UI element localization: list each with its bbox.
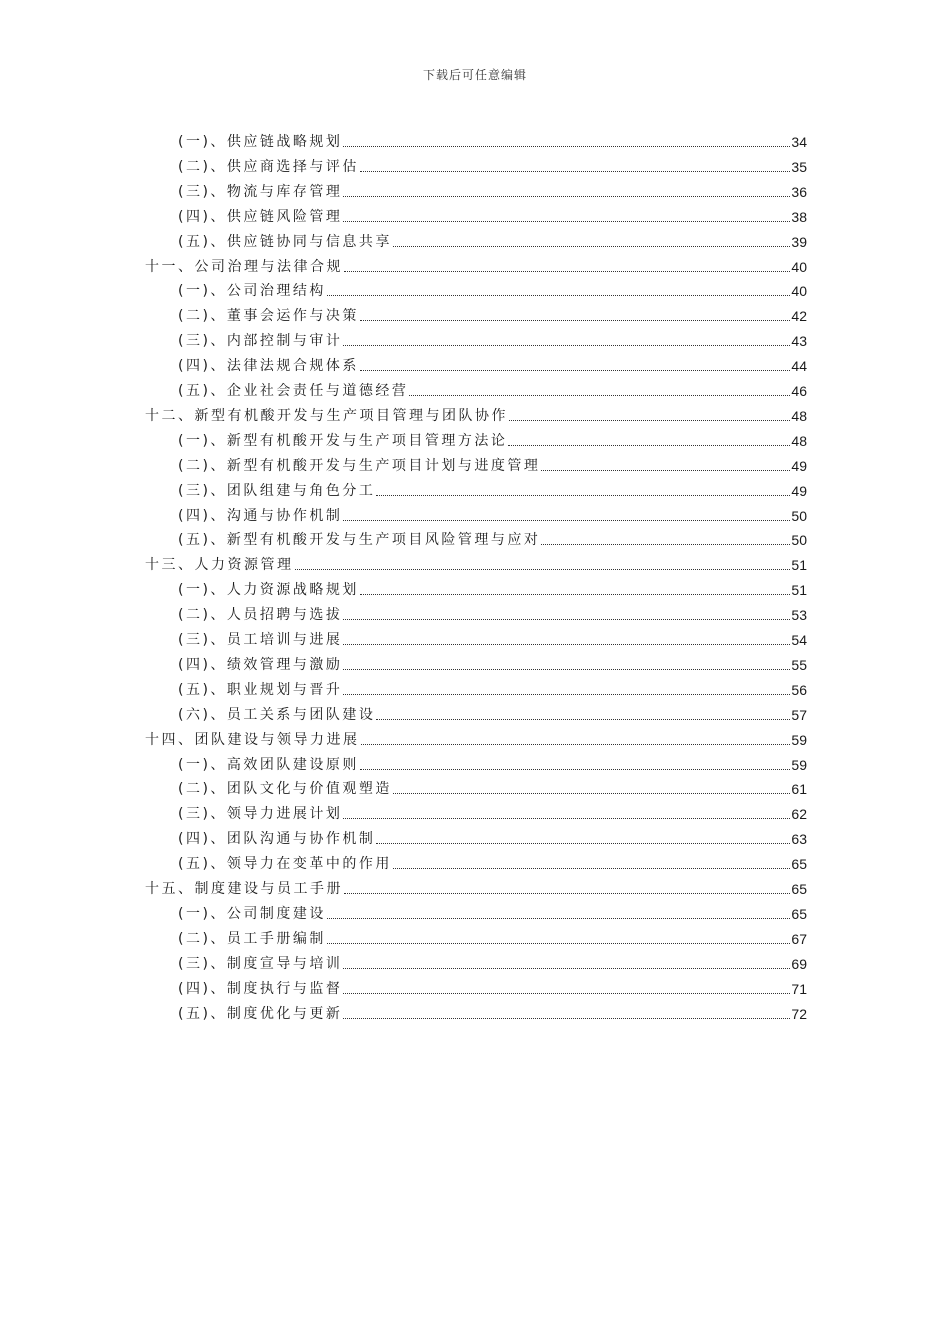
toc-page-number: 69 [791, 955, 807, 972]
toc-entry-title: (二)、团队文化与价值观塑造 [178, 781, 392, 798]
toc-page-number: 48 [791, 432, 807, 449]
toc-dot-leader [343, 220, 790, 222]
toc-dot-leader [376, 494, 790, 496]
toc-entry-title: (五)、制度优化与更新 [178, 1005, 343, 1022]
toc-dot-leader [343, 668, 790, 670]
toc-dot-leader [344, 270, 790, 272]
toc-entry-title: (三)、制度宣导与培训 [178, 955, 343, 972]
toc-dot-leader [343, 344, 790, 346]
toc-entry-title: (二)、董事会运作与决策 [178, 308, 359, 325]
toc-dot-leader [327, 942, 790, 944]
toc-page-number: 38 [791, 208, 807, 225]
toc-dot-leader [376, 842, 790, 844]
toc-dot-leader [343, 817, 790, 819]
toc-page-number: 46 [791, 383, 807, 399]
toc-section-entry[interactable] [178, 177, 807, 201]
toc-entry-title: 十一、公司治理与法律合规 [145, 258, 343, 275]
toc-section-entry[interactable] [178, 227, 807, 251]
toc-section-entry[interactable] [178, 575, 807, 599]
toc-dot-leader [376, 718, 790, 720]
toc-section-entry[interactable] [178, 625, 807, 649]
toc-dot-leader [343, 992, 790, 994]
toc-page-number: 61 [791, 781, 807, 798]
toc-section-entry[interactable] [178, 774, 807, 798]
toc-page-number: 63 [791, 831, 807, 848]
toc-dot-leader [393, 867, 790, 869]
toc-page-number: 43 [791, 333, 807, 350]
toc-entry-title: (五)、职业规划与晋升 [178, 681, 343, 698]
toc-page-number: 39 [791, 233, 807, 250]
toc-entry-title: (四)、沟通与协作机制 [178, 507, 343, 524]
toc-entry-title: (四)、法律法规合规体系 [178, 358, 359, 375]
toc-dot-leader [343, 145, 790, 147]
toc-section-entry[interactable] [178, 600, 807, 624]
toc-page-number: 65 [791, 856, 807, 873]
toc-dot-leader [541, 469, 790, 471]
toc-dot-leader [343, 693, 790, 695]
toc-dot-leader [327, 917, 790, 919]
toc-page-number: 62 [791, 806, 807, 823]
toc-entry-title: 十四、团队建设与领导力进展 [145, 731, 360, 748]
toc-dot-leader [509, 419, 790, 421]
toc-chapter-entry[interactable] [145, 725, 807, 749]
toc-dot-leader [295, 568, 791, 570]
toc-dot-leader [327, 294, 790, 296]
toc-dot-leader [343, 1017, 790, 1019]
toc-entry-title: (四)、制度执行与监督 [178, 980, 343, 997]
toc-section-entry[interactable] [178, 525, 807, 549]
toc-page-number: 57 [791, 706, 807, 723]
toc-dot-leader [508, 444, 790, 446]
toc-dot-leader [343, 643, 790, 645]
toc-entry-title: (二)、新型有机酸开发与生产项目计划与进度管理 [178, 457, 541, 474]
toc-page-number: 42 [791, 308, 807, 325]
toc-entry-title: (三)、内部控制与审计 [178, 333, 343, 350]
toc-section-entry[interactable] [178, 949, 807, 973]
toc-section-entry[interactable] [178, 376, 807, 400]
toc-page-number: 51 [791, 557, 807, 574]
toc-section-entry[interactable] [178, 650, 807, 674]
toc-dot-leader [343, 967, 790, 969]
toc-section-entry[interactable] [178, 999, 807, 1023]
toc-section-entry[interactable] [178, 824, 807, 848]
toc-section-entry[interactable] [178, 351, 807, 375]
toc-section-entry[interactable] [178, 426, 807, 450]
toc-page-number: 53 [791, 607, 807, 624]
toc-page-number: 50 [791, 507, 807, 524]
toc-dot-leader [361, 743, 791, 745]
toc-section-entry[interactable] [178, 675, 807, 699]
toc-entry-title: (一)、高效团队建设原则 [178, 756, 359, 773]
toc-page-number: 65 [791, 881, 807, 897]
toc-page-number: 35 [791, 158, 807, 175]
toc-dot-leader [343, 195, 790, 197]
toc-section-entry[interactable] [178, 899, 807, 923]
toc-entry-title: (一)、公司制度建设 [178, 905, 326, 922]
toc-entry-title: 十三、人力资源管理 [145, 557, 294, 574]
toc-section-entry[interactable] [178, 326, 807, 350]
toc-entry-title: (六)、员工关系与团队建设 [178, 706, 376, 723]
toc-dot-leader [360, 319, 790, 321]
toc-page-number: 49 [791, 457, 807, 474]
toc-section-entry[interactable] [178, 849, 807, 873]
toc-dot-leader [393, 245, 790, 247]
toc-page-number: 34 [791, 134, 807, 150]
toc-page-number: 65 [791, 905, 807, 922]
toc-section-entry[interactable] [178, 924, 807, 948]
toc-section-entry[interactable] [178, 301, 807, 325]
toc-entry-title: (五)、企业社会责任与道德经营 [178, 383, 409, 399]
page-header: 下载后可任意编辑 [422, 68, 527, 82]
toc-chapter-entry[interactable] [145, 252, 807, 276]
toc-section-entry[interactable] [178, 799, 807, 823]
toc-entry-title: (一)、人力资源战略规划 [178, 582, 359, 599]
toc-entry-title: (二)、员工手册编制 [178, 930, 326, 947]
toc-page-number: 67 [791, 930, 807, 947]
toc-entry-title: (三)、物流与库存管理 [178, 183, 343, 200]
toc-chapter-entry[interactable] [145, 550, 807, 574]
toc-entry-title: (三)、团队组建与角色分工 [178, 482, 376, 499]
toc-section-entry[interactable] [178, 451, 807, 475]
toc-dot-leader [360, 369, 790, 371]
toc-page-number: 36 [791, 183, 807, 200]
toc-page-number: 48 [791, 407, 807, 424]
toc-page-number: 55 [791, 656, 807, 673]
toc-section-entry[interactable] [178, 276, 807, 300]
toc-dot-leader [409, 394, 790, 396]
toc-page-number: 59 [791, 731, 807, 748]
toc-dot-leader [360, 593, 790, 595]
toc-dot-leader [393, 792, 790, 794]
toc-entry-title: (五)、供应链协同与信息共享 [178, 233, 392, 250]
toc-page-number: 44 [791, 358, 807, 375]
toc-section-entry[interactable] [178, 974, 807, 998]
toc-page-number: 72 [791, 1005, 807, 1022]
toc-chapter-entry[interactable] [145, 401, 807, 425]
toc-page-number: 49 [791, 482, 807, 499]
toc-section-entry[interactable] [178, 501, 807, 525]
toc-entry-title: (一)、公司治理结构 [178, 283, 326, 300]
toc-page-number: 50 [791, 532, 807, 549]
toc-page-number: 54 [791, 632, 807, 648]
toc-entry-title: (四)、团队沟通与协作机制 [178, 831, 376, 848]
toc-section-entry[interactable] [178, 202, 807, 226]
toc-section-entry[interactable] [178, 700, 807, 724]
toc-section-entry[interactable] [178, 476, 807, 500]
toc-entry-title: 十五、制度建设与员工手册 [145, 881, 343, 897]
toc-page-number: 56 [791, 681, 807, 698]
toc-dot-leader [360, 768, 790, 770]
toc-dot-leader [344, 892, 790, 894]
toc-entry-title: (一)、供应链战略规划 [178, 134, 343, 150]
toc-page-number: 71 [791, 980, 807, 997]
toc-dot-leader [343, 618, 790, 620]
toc-entry-title: (四)、供应链风险管理 [178, 208, 343, 225]
toc-dot-leader [541, 543, 790, 545]
toc-page-number: 40 [791, 258, 807, 275]
toc-section-entry[interactable] [178, 152, 807, 176]
toc-entry-title: (四)、绩效管理与激励 [178, 656, 343, 673]
toc-entry-title: (二)、供应商选择与评估 [178, 158, 359, 175]
toc-page-number: 51 [791, 582, 807, 599]
toc-section-entry[interactable] [178, 127, 807, 151]
toc-page-number: 59 [791, 756, 807, 773]
toc-entry-title: (五)、领导力在变革中的作用 [178, 856, 392, 873]
toc-dot-leader [360, 170, 790, 172]
toc-dot-leader [343, 519, 790, 521]
toc-page-number: 40 [791, 283, 807, 300]
toc-entry-title: 十二、新型有机酸开发与生产项目管理与团队协作 [145, 407, 508, 424]
toc-section-entry[interactable] [178, 750, 807, 774]
toc-entry-title: (二)、人员招聘与选拔 [178, 607, 343, 624]
toc-entry-title: (五)、新型有机酸开发与生产项目风险管理与应对 [178, 532, 541, 549]
toc-entry-title: (三)、领导力进展计划 [178, 806, 343, 823]
toc-entry-title: (一)、新型有机酸开发与生产项目管理方法论 [178, 432, 508, 449]
toc-chapter-entry[interactable] [145, 874, 807, 898]
toc-entry-title: (三)、员工培训与进展 [178, 632, 343, 648]
